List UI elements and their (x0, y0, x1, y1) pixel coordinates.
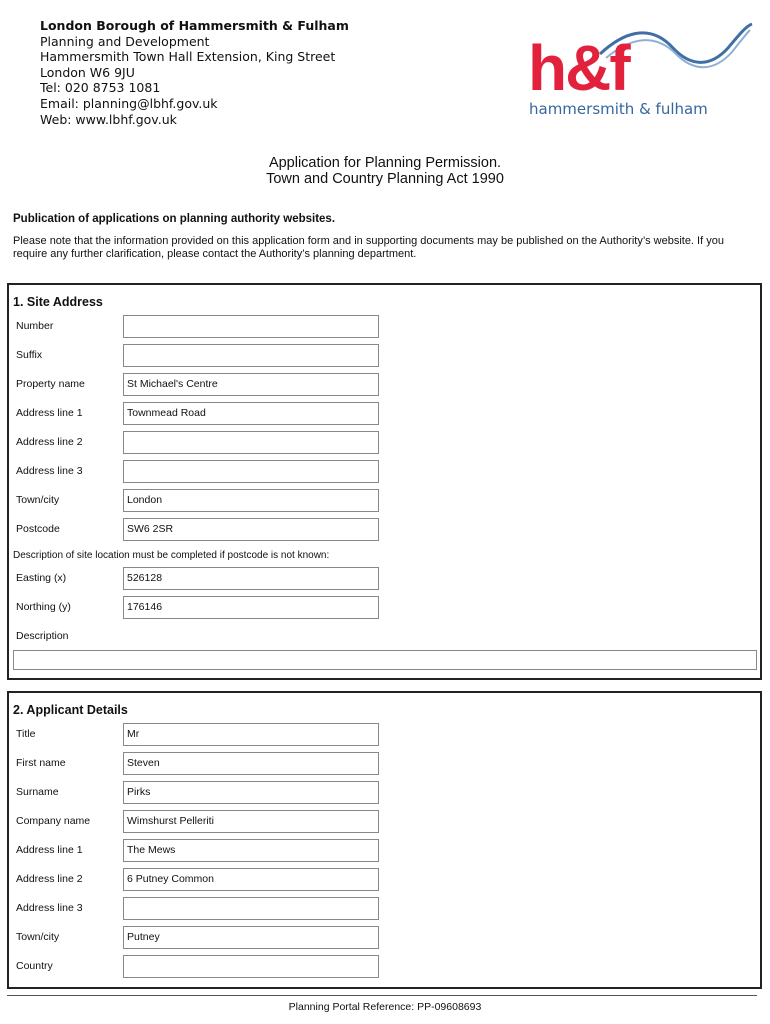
field-row (9, 489, 760, 514)
property-name-field[interactable]: St Michael's Centre (123, 373, 379, 396)
form-title-line2: Town and Country Planning Act 1990 (266, 171, 504, 187)
surname-field[interactable]: Pirks (123, 781, 379, 804)
field-row (9, 460, 760, 485)
number-field[interactable] (123, 315, 379, 338)
field-label: Town/city (16, 931, 60, 943)
field-label: Easting (x) (16, 572, 67, 584)
field-label: Address line 3 (16, 465, 83, 477)
town-city-field[interactable]: London (123, 489, 379, 512)
field-row (9, 373, 760, 398)
field-label: Northing (y) (16, 601, 71, 613)
field-row (9, 723, 760, 748)
town-city-field[interactable]: Putney (123, 926, 379, 949)
hf-logo (528, 18, 754, 122)
field-label: Country (16, 960, 53, 972)
footer-divider (7, 995, 757, 996)
field-row (9, 402, 760, 427)
address-line-2-field[interactable] (123, 431, 379, 454)
field-label: Address line 2 (16, 436, 83, 448)
field-row (9, 625, 760, 650)
form-title (0, 155, 770, 187)
field-label: Surname (16, 786, 59, 798)
department: Planning and Development (40, 33, 210, 49)
address-line-2-field[interactable]: 6 Putney Common (123, 868, 379, 891)
field-label: Title (16, 728, 36, 740)
field-row (9, 752, 760, 777)
country-field[interactable] (123, 955, 379, 978)
location-note: Description of site location must be completed if postcode is not known: (13, 550, 330, 561)
field-label: Property name (16, 378, 85, 390)
field-row (9, 926, 760, 951)
field-label: Address line 3 (16, 902, 83, 914)
field-row (9, 431, 760, 456)
address-line-3-field[interactable] (123, 460, 379, 483)
city-postcode: London W6 9JU (40, 64, 135, 80)
field-label: First name (16, 757, 66, 769)
field-label: Suffix (16, 349, 43, 361)
field-row (9, 518, 760, 543)
field-row (9, 868, 760, 893)
field-row (9, 810, 760, 835)
publication-note: Please note that the information provided on this application form and in supporting documents may be published on the Authority’s website. If you require any further clarification, please contact the Authority’s planning department. (13, 235, 724, 260)
applicant-details-section (7, 691, 762, 989)
field-row (9, 567, 760, 592)
address-line-1-field[interactable]: The Mews (123, 839, 379, 862)
postcode-field[interactable]: SW6 2SR (123, 518, 379, 541)
field-label: Postcode (16, 523, 60, 535)
council-address-block (40, 18, 349, 127)
address-line: Hammersmith Town Hall Extension, King Street (40, 49, 336, 65)
logo-text: hammersmith & fulham (529, 100, 708, 118)
field-label: Number (16, 320, 54, 332)
field-row (9, 781, 760, 806)
field-label: Address line 2 (16, 873, 83, 885)
section-title: 1. Site Address (13, 295, 103, 309)
title-field[interactable]: Mr (123, 723, 379, 746)
address-line-3-field[interactable] (123, 897, 379, 920)
field-label: Description (16, 630, 69, 642)
field-label: Town/city (16, 494, 60, 506)
field-row (9, 955, 760, 980)
easting-field[interactable]: 526128 (123, 567, 379, 590)
company-name-field[interactable]: Wimshurst Pelleriti (123, 810, 379, 833)
northing-field[interactable]: 176146 (123, 596, 379, 619)
field-row (9, 344, 760, 369)
field-row (9, 596, 760, 621)
telephone: Tel: 020 8753 1081 (40, 80, 161, 96)
description-field[interactable] (13, 650, 757, 670)
publication-heading: Publication of applications on planning authority websites. (13, 213, 336, 225)
form-title-line1: Application for Planning Permission. (268, 155, 502, 171)
field-row (9, 315, 760, 340)
logo-mark: h&f (528, 32, 629, 104)
council-name: London Borough of Hammersmith & Fulham (40, 18, 349, 33)
section-title: 2. Applicant Details (13, 703, 128, 717)
field-label: Address line 1 (16, 407, 83, 419)
first-name-field[interactable]: Steven (123, 752, 379, 775)
field-label: Address line 1 (16, 844, 83, 856)
field-row (9, 839, 760, 864)
website: Web: www.lbhf.gov.uk (40, 111, 177, 127)
email: Email: planning@lbhf.gov.uk (40, 95, 218, 111)
field-row (9, 897, 760, 922)
address-line-1-field[interactable]: Townmead Road (123, 402, 379, 425)
portal-reference: Planning Portal Reference: PP-09608693 (288, 1001, 482, 1013)
suffix-field[interactable] (123, 344, 379, 367)
site-address-section (7, 283, 762, 680)
field-label: Company name (16, 815, 91, 827)
